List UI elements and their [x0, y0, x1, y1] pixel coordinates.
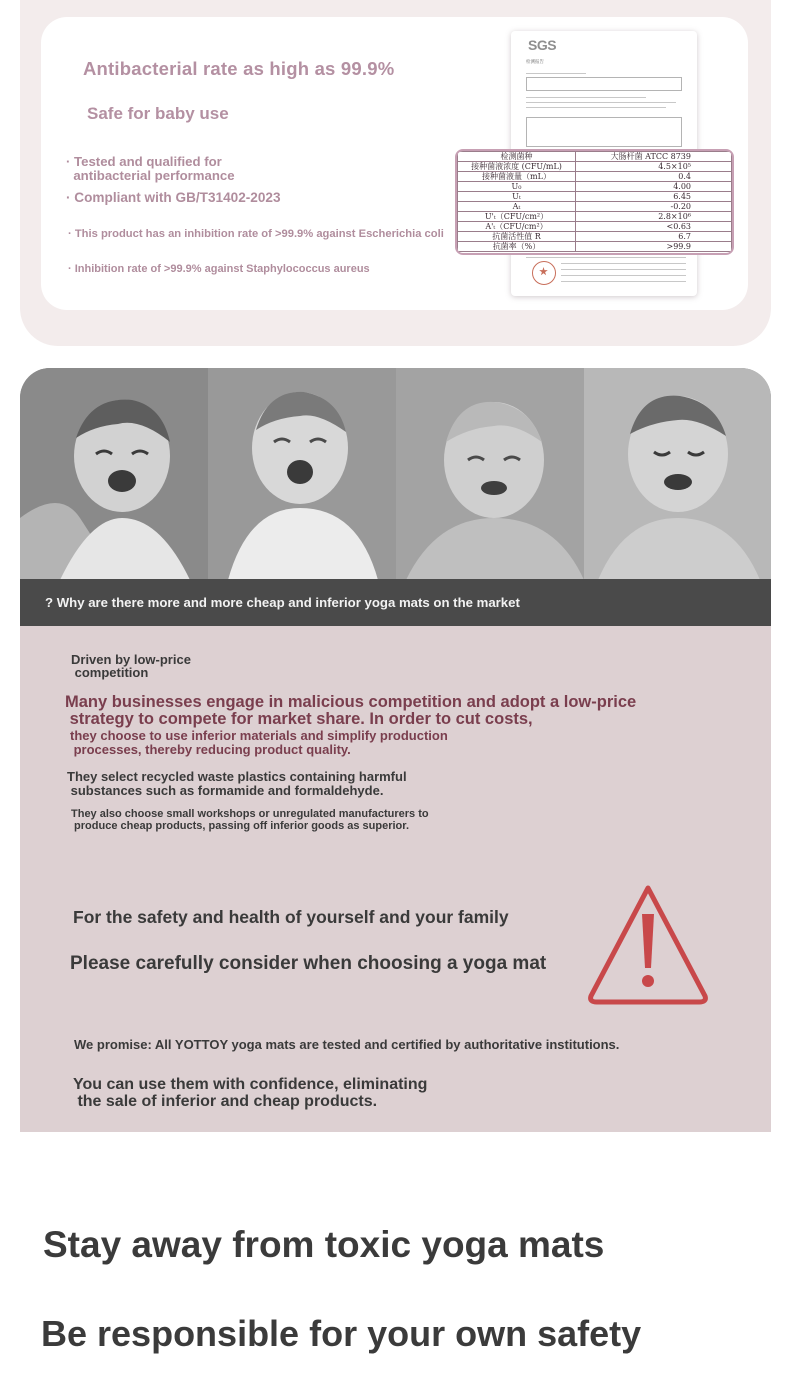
- test-results-table: [457, 151, 732, 252]
- low-price-heading: Driven by low-price competition: [71, 652, 191, 680]
- bullet-ecoli: · This product has an inhibition rate of >99.9% against Escherichia coli: [68, 228, 444, 240]
- bullet-tested: · Tested and qualified for antibacterial performance: [66, 154, 235, 183]
- question-banner: [20, 579, 771, 626]
- safety-heading: For the safety and health of yourself and your family: [73, 907, 509, 927]
- baby-photo-4: [584, 368, 771, 580]
- report-title: 检测报告: [526, 59, 544, 64]
- bullet-staph: · Inhibition rate of >99.9% against Staphylococcus aureus: [68, 263, 370, 275]
- table-row: 抗菌活性值 R 6.7: [458, 232, 732, 242]
- table-row: U'ₜ（CFU/cm²） 2.8×10⁶: [458, 212, 732, 222]
- competition-paragraph: Many businesses engage in malicious competition and adopt a low-price strategy to compete for market share. In order to cut costs,: [65, 693, 637, 728]
- warning-triangle-icon: [585, 882, 711, 1006]
- table-row: A'ₜ（CFU/cm²） <0.63: [458, 222, 732, 232]
- table-row: 抗菌率（%） >99.9: [458, 242, 732, 252]
- baby-photo-2: [208, 368, 396, 580]
- recycled-plastics-paragraph: They select recycled waste plastics containing harmful substances such as formamide and formaldehyde.: [67, 769, 407, 798]
- report-info-table: [526, 77, 682, 91]
- report-text-line: [526, 97, 646, 98]
- responsibility-slogan: Be responsible for your own safety: [41, 1313, 642, 1354]
- antibacterial-headline: Antibacterial rate as high as 99.9%: [83, 58, 395, 79]
- report-text-line: [526, 257, 686, 258]
- report-text-line: [526, 102, 676, 103]
- certification-stamp-icon: [532, 261, 556, 285]
- report-result-table: [526, 117, 682, 147]
- confidence-text: You can use them with confidence, eliminating the sale of inferior and cheap products.: [73, 1076, 428, 1110]
- report-text-line: [561, 275, 686, 276]
- bullet-compliant: · Compliant with GB/T31402-2023: [66, 190, 281, 205]
- report-text-line: [561, 269, 686, 270]
- report-text-line: [561, 263, 686, 264]
- table-row: 接种菌液浓度 (CFU/mL) 4.5×10⁵: [458, 162, 732, 172]
- question-text: ? Why are there more and more cheap and inferior yoga mats on the market: [45, 595, 520, 610]
- sgs-logo: SGS: [528, 37, 557, 53]
- promise-text: We promise: All YOTTOY yoga mats are tested and certified by authoritative institutions.: [74, 1037, 620, 1052]
- baby-photo-3: [396, 368, 584, 580]
- crying-babies-photo: [20, 368, 771, 626]
- report-text-line: [526, 73, 586, 74]
- workshops-paragraph: They also choose small workshops or unregulated manufacturers to produce cheap products, passing off inferior goods as superior.: [71, 808, 429, 832]
- inferior-materials-paragraph: they choose to use inferior materials and simplify production processes, thereby reducing product quality.: [70, 728, 448, 757]
- table-row: U₀ 4.00: [458, 182, 732, 192]
- test-results-magnified: [455, 149, 734, 255]
- table-row: Uₜ 6.45: [458, 192, 732, 202]
- baby-safe-subheading: Safe for baby use: [87, 104, 229, 123]
- consider-heading: Please carefully consider when choosing a yoga mat: [70, 953, 547, 974]
- baby-photo-1: [20, 368, 208, 580]
- stay-away-slogan: Stay away from toxic yoga mats: [43, 1224, 605, 1265]
- table-row: 接种菌液量（mL） 0.4: [458, 172, 732, 182]
- table-row: 检测菌种 大肠杆菌 ATCC 8739: [458, 152, 732, 162]
- table-row: Aₜ -0.20: [458, 202, 732, 212]
- report-text-line: [561, 281, 686, 282]
- report-text-line: [526, 107, 666, 108]
